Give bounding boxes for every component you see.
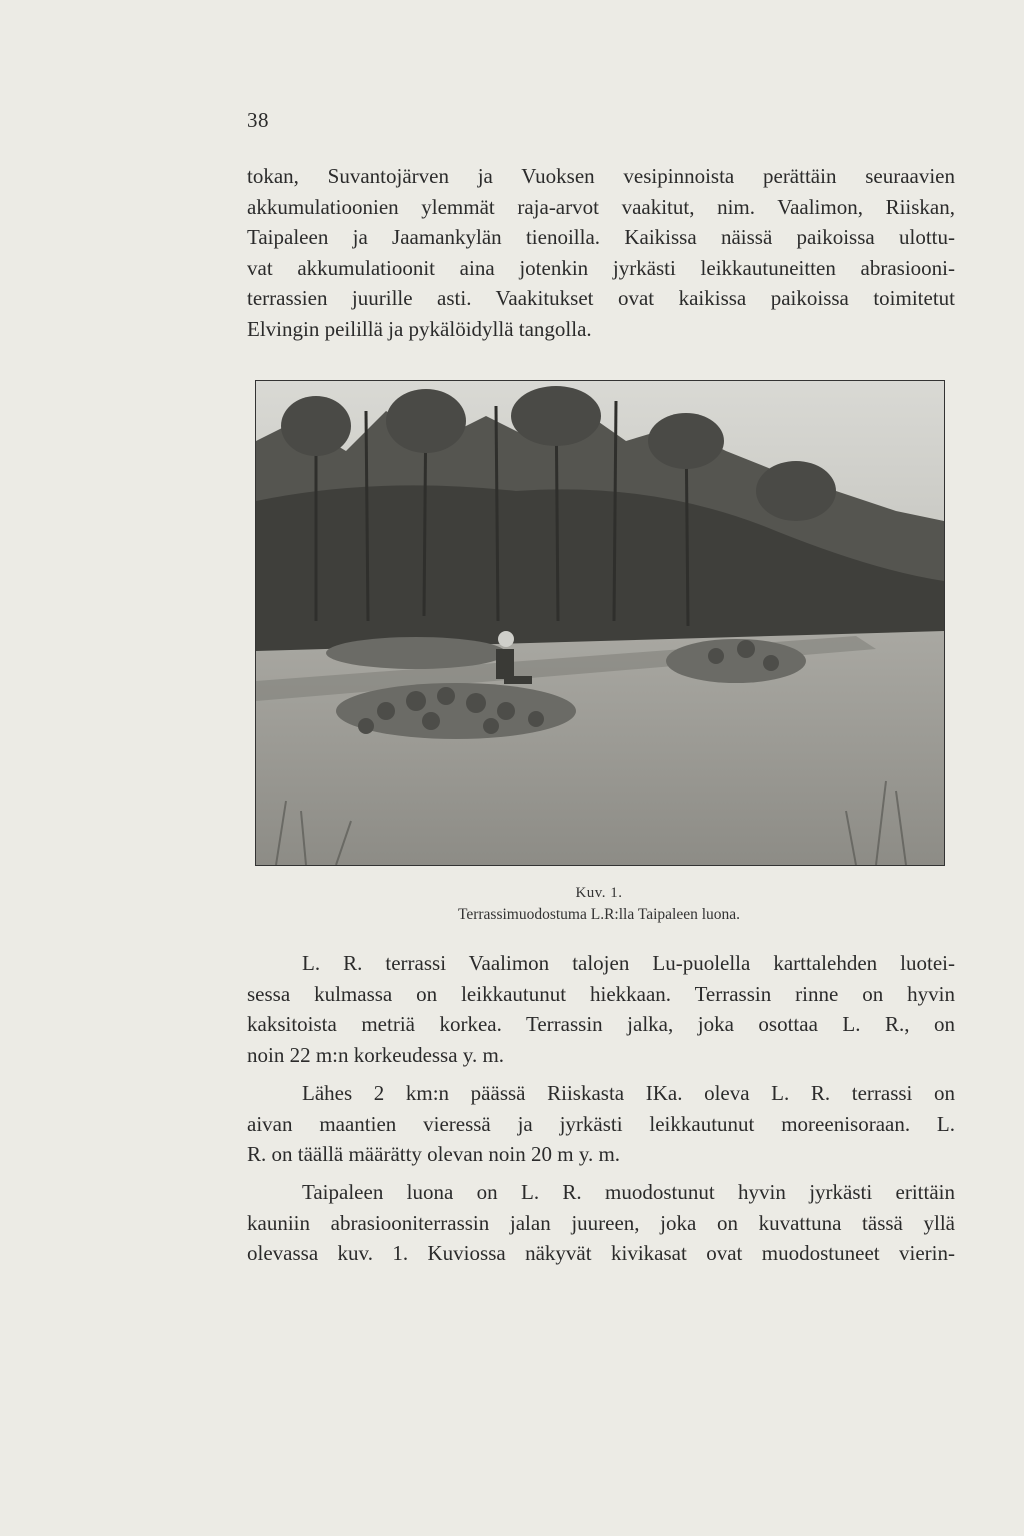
- paragraph-2: [247, 948, 955, 1070]
- figure-photo: [255, 380, 945, 866]
- text-line: R. on täällä määrätty olevan noin 20 m y. m.: [247, 1142, 621, 1167]
- text-line: kauniin abrasiooniterrassin jalan juureen, joka on kuvattuna tässä yllä: [247, 1210, 955, 1235]
- text-line: akkumulatioonien ylemmät raja-arvot vaakitut, nim. Vaalimon, Riiskan,: [247, 194, 955, 219]
- text-line: Taipaleen ja Jaamankylän tienoilla. Kaikissa näissä paikoissa ulottu-: [247, 225, 955, 250]
- text-line: aivan maantien vieressä ja jyrkästi leikkautunut moreenisoraan. L.: [247, 1111, 955, 1136]
- figure-number: Kuv. 1.: [575, 885, 623, 901]
- paragraph-4: [247, 1177, 955, 1269]
- paragraph-3: [247, 1078, 955, 1170]
- text-line: kaksitoista metriä korkea. Terrassin jalka, joka osottaa L. R., on: [247, 1012, 955, 1037]
- figure-caption: Terrassimuodostuma L.R:lla Taipaleen luona.: [457, 906, 741, 923]
- text-line: sessa kulmassa on leikkautunut hiekkaan. Terrassin rinne on hyvin: [247, 981, 955, 1006]
- text-line: olevassa kuv. 1. Kuviossa näkyvät kivikasat ovat muodostuneet vierin-: [247, 1241, 955, 1266]
- text-line: Lähes 2 km:n päässä Riiskasta IKa. oleva L. R. terrassi on: [302, 1081, 955, 1105]
- text-line: terrassien juurille asti. Vaakitukset ovat kaikissa paikoissa toimitetut: [247, 286, 955, 311]
- text-line: L. R. terrassi Vaalimon talojen Lu-puolella karttalehden luotei-: [302, 951, 955, 975]
- text-line: noin 22 m:n korkeudessa y. m.: [247, 1042, 505, 1067]
- page-number: 38: [247, 108, 269, 132]
- text-line: tokan, Suvantojärven ja Vuoksen vesipinnoista perättäin seuraavien: [247, 164, 955, 188]
- text-line: Taipaleen luona on L. R. muodostunut hyvin jyrkästi erittäin: [302, 1180, 955, 1204]
- text-line: Elvingin peilillä ja pykälöidyllä tangolla.: [247, 316, 592, 341]
- landscape-photo: [256, 381, 944, 865]
- paragraph-1: [247, 161, 955, 345]
- text-line: vat akkumulatioonit aina jotenkin jyrkästi leikkautuneitten abrasiooni-: [247, 255, 955, 280]
